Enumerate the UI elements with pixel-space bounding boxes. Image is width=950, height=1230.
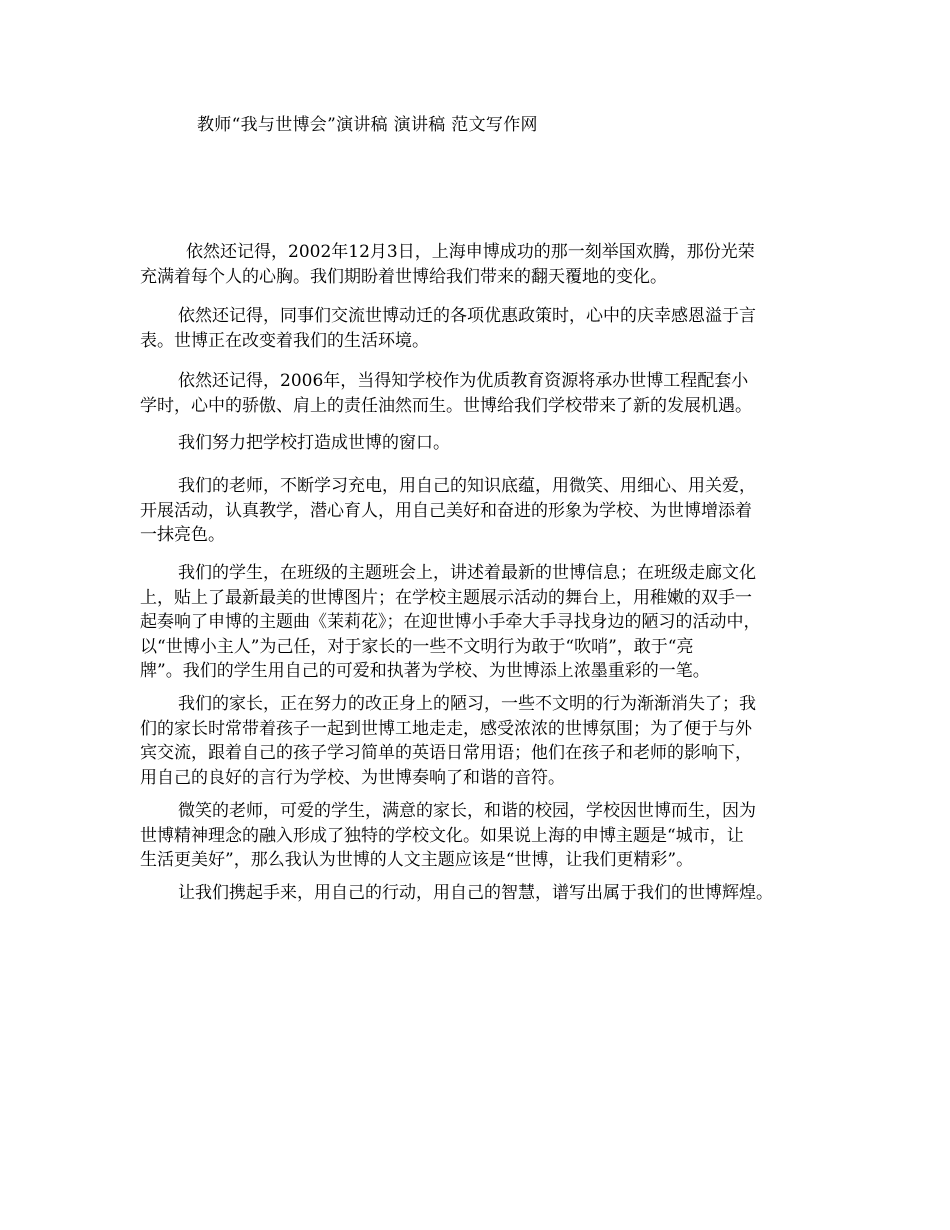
paragraph xyxy=(140,474,756,548)
paragraph-line: 一抹亮色。 xyxy=(140,525,225,545)
paragraph-line: 以“世博小主人”为己任，对于家长的一些不文明行为敢于“吹哨”，敢于“亮 xyxy=(140,636,694,657)
paragraph-line: 生活更美好”，那么我认为世博的人文主题应该是“世博，让我们更精彩”。 xyxy=(140,850,694,870)
paragraph xyxy=(140,561,761,684)
paragraph xyxy=(140,431,450,456)
paragraph-line: 开展活动，认真教学，潜心育人，用自己美好和奋进的形象为学校、为世博增添着 xyxy=(140,500,752,521)
paragraph-line: 充满着每个人的心胸。我们期盼着世博给我们带来的翻天覆地的变化。 xyxy=(140,266,667,287)
paragraph xyxy=(140,369,752,418)
paragraph-line: 起奏响了申博的主题曲《茉莉花》；在迎世博小手牵大手寻找身边的陋习的活动中， xyxy=(140,612,761,632)
paragraph-line: 依然还记得，2002年12月3日，上海申博成功的那一刻举国欢腾，那份光荣 xyxy=(186,242,755,262)
paragraph-line: 用自己的良好的言行为学校、为世博奏响了和谐的音符。 xyxy=(140,767,565,788)
paragraph-line: 我们努力把学校打造成世博的窗口。 xyxy=(178,433,450,453)
paragraph xyxy=(140,881,773,906)
paragraph-line: 学时，心中的骄傲、肩上的责任油然而生。世博给我们学校带来了新的发展机遇。 xyxy=(140,395,752,416)
paragraph xyxy=(140,304,756,353)
paragraph-line: 依然还记得，2006年，当得知学校作为优质教育资源将承办世博工程配套小 xyxy=(178,371,749,391)
paragraph xyxy=(140,240,755,289)
paragraph-line: 上，贴上了最新最美的世博图片；在学校主题展示活动的舞台上，用稚嫩的双手一 xyxy=(140,587,752,608)
paragraph xyxy=(140,692,756,790)
paragraph-line: 宾交流，跟着自己的孩子学习简单的英语日常用语；他们在孩子和老师的影响下， xyxy=(140,743,752,763)
paragraph-line: 牌”。我们的学生用自己的可爱和执著为学校、为世博添上浓墨重彩的一笔。 xyxy=(140,661,710,681)
paragraph xyxy=(140,799,756,873)
paragraph-line: 我们的家长，正在努力的改正身上的陋习，一些不文明的行为渐渐消失了；我 xyxy=(178,694,756,714)
paragraph-line: 让我们携起手来，用自己的行动，用自己的智慧，谱写出属于我们的世博辉煌。 xyxy=(178,883,773,903)
paragraph-line: 世博精神理念的融入形成了独特的学校文化。如果说上海的申博主题是“城市，让 xyxy=(140,825,744,846)
paragraph-line: 我们的学生，在班级的主题班会上，讲述着最新的世博信息；在班级走廊文化 xyxy=(178,563,756,583)
page-title: 教师“我与世博会”演讲稿 演讲稿 范文写作网 xyxy=(197,115,538,135)
paragraph-line: 表。世博正在改变着我们的生活环境。 xyxy=(140,330,429,351)
paragraph-line: 我们的老师，不断学习充电，用自己的知识底蕴，用微笑、用细心、用关爱， xyxy=(178,476,756,496)
paragraph-line: 们的家长时常带着孩子一起到世博工地走走，感受浓浓的世博氛围；为了便于与外 xyxy=(140,718,752,739)
paragraph-line: 微笑的老师，可爱的学生，满意的家长，和谐的校园，学校因世博而生，因为 xyxy=(178,801,756,821)
paragraph-line: 依然还记得，同事们交流世博动迁的各项优惠政策时，心中的庆幸感恩溢于言 xyxy=(178,306,756,326)
